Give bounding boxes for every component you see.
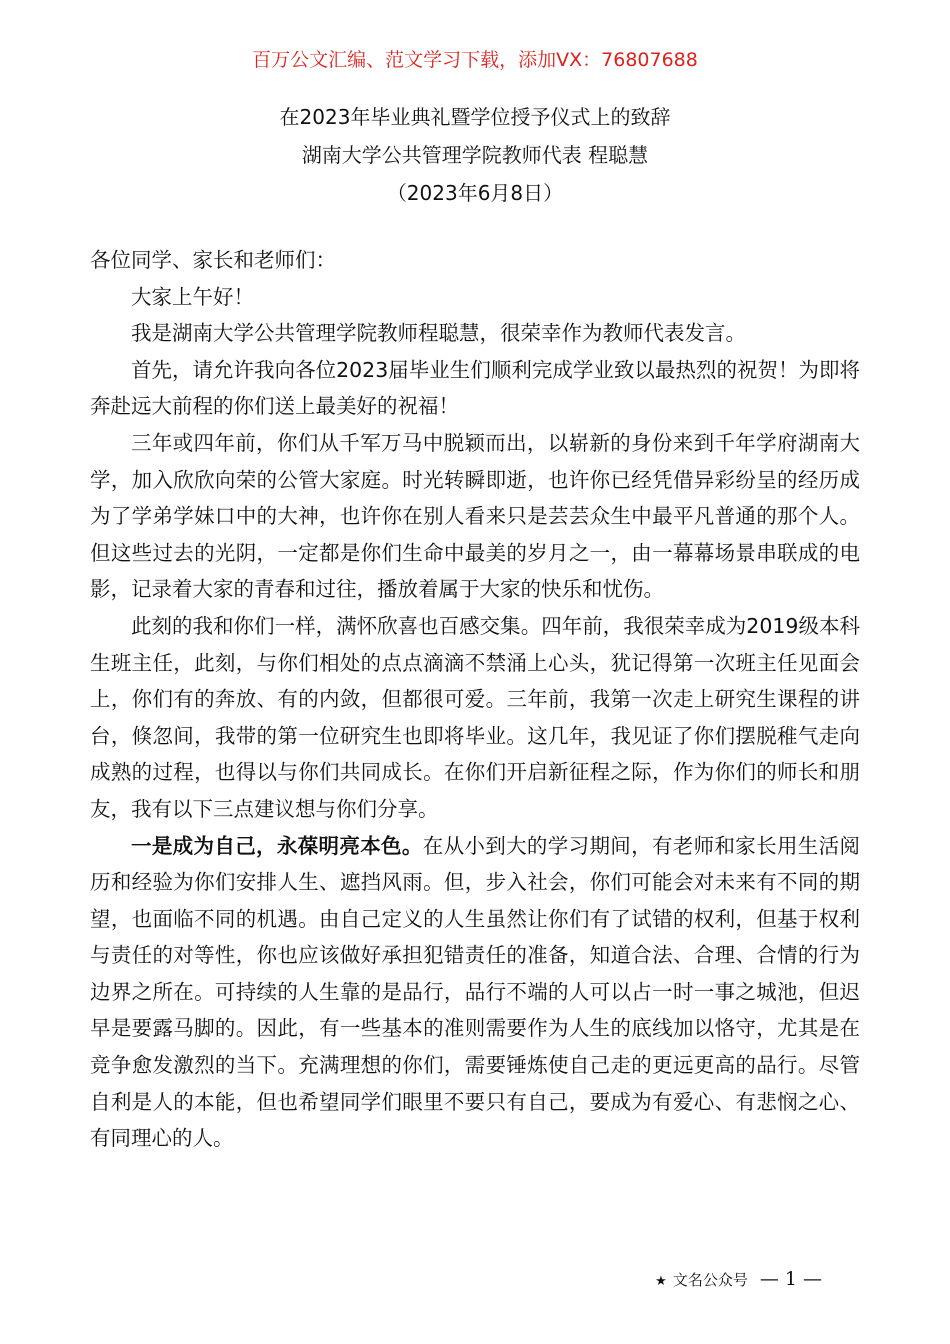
speaker-line: 湖南大学公共管理学院教师代表 程聪慧 bbox=[301, 143, 649, 167]
paragraph-reflection: 此刻的我和你们一样，满怀欣喜也百感交集。四年前，我很荣幸成为2019级本科生班主任，此刻，与你们相处的点点滴滴不禁涌上心头，犹记得第一次班主任见面会上，你们有的奔放、有的内敛，但都很可爱。三年前，我第一次走上研究生课程的讲台，倏忽间，我带的第一位研究生也即将毕业。这几年，我见证了你们摆脱稚气走向成熟的过程，也得以与你们共同成长。在你们开启新征程之际，作为你们的师长和朋友，我有以下三点建议想与你们分享。 bbox=[90, 613, 860, 821]
star-icon: ★ bbox=[655, 1274, 667, 1289]
salutation: 各位同学、家长和老师们： bbox=[90, 248, 336, 272]
speech-body bbox=[90, 242, 860, 1157]
suggestion-one-heading: 一是成为自己，永葆明亮本色。 bbox=[131, 833, 423, 858]
paragraph-congratulations: 首先，请允许我向各位2023届毕业生们顺利完成学业致以最热烈的祝贺！为即将奔赴远大前程的你们送上最美好的祝福！ bbox=[90, 357, 860, 419]
date-line: （2023年6月8日） bbox=[386, 181, 564, 205]
watermark-banner: 百万公文汇编、范文学习下载，添加VX：76807688 bbox=[252, 49, 698, 71]
title-block bbox=[0, 98, 950, 212]
paragraph-greeting: 大家上午好！ bbox=[131, 284, 254, 309]
document-title: 在2023年毕业典礼暨学位授予仪式上的致辞 bbox=[279, 105, 671, 129]
paragraph-suggestion-one bbox=[90, 828, 860, 1157]
paragraph-memories: 三年或四年前，你们从千军万马中脱颖而出，以崭新的身份来到千年学府湖南大学，加入欣欣向荣的公管大家庭。时光转瞬即逝，也许你已经凭借异彩纷呈的经历成为了学弟学妹口中的大神，也许你在别人看来只是芸芸众生中最平凡普通的那个人。但这些过去的光阴，一定都是你们生命中最美的岁月之一，由一幕幕场景串联成的电影，记录着大家的青春和过往，播放着属于大家的快乐和忧伤。 bbox=[90, 430, 860, 602]
paragraph-introduction: 我是湖南大学公共管理学院教师程聪慧，很荣幸作为教师代表发言。 bbox=[131, 321, 746, 346]
suggestion-one-text: 在从小到大的学习期间，有老师和家长用生活阅历和经验为你们安排人生、遮挡风雨。但，步入社会，你们可能会对未来有不同的期望，也面临不同的机遇。由自己定义的人生虽然让你们有了试错的权利，但基于权利与责任的对等性，你也应该做好承担犯错责任的准备，知道合法、合理、合情的行为边界之所在。可持续的人生靠的是品行，品行不端的人可以占一时一事之城池，但迟早是要露马脚的。因此，有一些基本的准则需要作为人生的底线加以恪守，尤其是在竞争愈发激烈的当下。充满理想的你们，需要锤炼使自己走的更远更高的品行。尽管自利是人的本能，但也希望同学们眼里不要只有自己，要成为有爱心、有悲悯之心、有同理心的人。 bbox=[90, 833, 860, 1151]
page-number: — 1 — bbox=[759, 1268, 822, 1290]
page-footer bbox=[655, 1268, 822, 1293]
footer-label: 文名公众号 bbox=[672, 1271, 748, 1289]
